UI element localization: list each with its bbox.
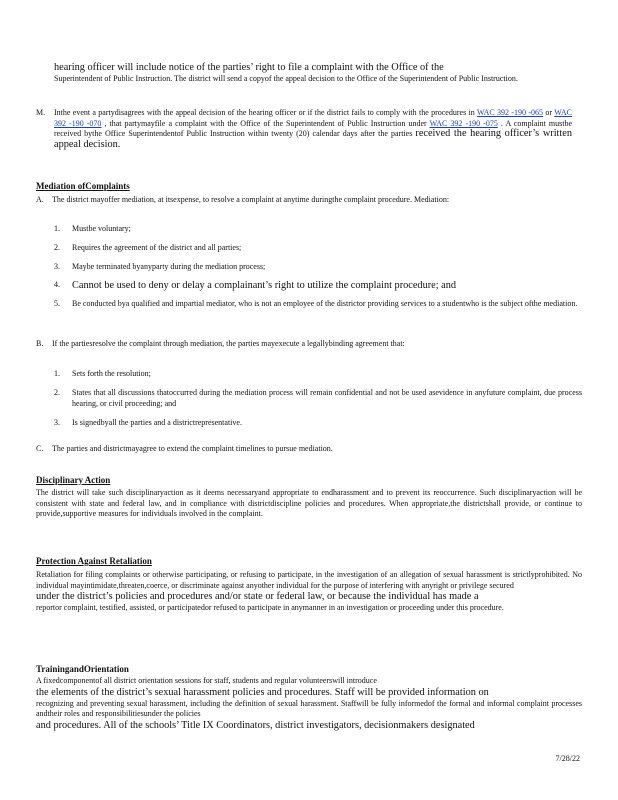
heading-mediation: Mediation ofComplaints [36, 181, 130, 191]
mediation-a-1: 1. Mustbe voluntary; [54, 224, 131, 233]
mediation-a-5: 5. Be conducted bya qualified and impartial mediator, who is not an employee of the districtor providing services to a studentwho is the subject ofthe mediation. [54, 299, 578, 308]
continuation-line-2: Superintendent of Public Instruction. The district will send a copyof the appeal decision to the Office of the Superintendent of Public Instruction. [54, 74, 518, 83]
mediation-a-2: 2. Requires the agreement of the district and all parties; [54, 243, 242, 252]
wac-link-1[interactable]: WAC 392 -190 -065 [476, 108, 544, 117]
heading-training-and-orientation: TrainingandOrientation [36, 664, 129, 674]
mediation-b-1: 1. Sets forth the resolution; [54, 369, 151, 378]
footer-date: 7/28/22 [555, 754, 580, 763]
mediation-b-2: 2. States that all discussions thatoccurred during the mediation process will remain confidential and not be used asevidence in anyfuture complaint, due process hearing, or civil proceeding; and [54, 388, 582, 408]
mediation-b-3: 3. Is signedbyall the parties and a districtrepresentative. [54, 418, 242, 427]
wac-link-3[interactable]: WAC 392 -190 -075 [429, 118, 498, 128]
heading-protection-against-retaliation: Protection Against Retaliation [36, 556, 152, 566]
mediation-a-3: 3. Maybe terminated byanyparty during the mediation process; [54, 262, 266, 271]
wac-link-2[interactable]: WAC 392 -190 -070 [54, 108, 573, 128]
disciplinary-paragraph: The district will take such disciplinaryaction as it deems necessaryand appropriate to endharassment and to prevent its reoccurrence. Such disciplinaryaction will be consistent with state and federal law, and in compliance with districtdiscipline policies and procedures. When appropriate,the districtshall provide, or continue to provide,supportive measures for individuals involved in the complaint. [36, 488, 582, 519]
training-paragraph: A fixedcomponentof all district orientation sessions for staff, students and regular volunteerswill introduce the elements of the district’s sexual harassment policies and procedures. Staff will be provided information on recognizing and preventing sexual harassment, including the definition of sexual harassment. Staffwill be fully informedof the formal and informal complaint processes andtheir roles and responsibilitiesunder the policies and procedures. All of the schools’ Title IX Coordinators, district investigators, decisionmakers designated [36, 676, 582, 731]
item-m-body: Inthe event a partydisagrees with the appeal decision of the hearing officer or if the district fails to comply with the procedures in WAC 392 -190 -065 or WAC 392 -190 -070 , that partymayfile a complaint with the Office of the Superintendent of Public Instruction under WAC 392 -190 -075 . A complaint mustbe received bythe Office Superintendentof Public Instruction within twenty (20) calendar days after the parties received the hearing officer’s written appeal decision. [54, 108, 573, 150]
retaliation-paragraph: Retaliation for filing complaints or otherwise participating, or refusing to participate, in the investigation of an allegation of sexual harassment is strictlyprohibited. No individual mayintimidate,threaten,coerce, or discriminate against anyother individual for the purpose of interfering with anyright or privilege secured under the district’s policies and procedures and/or state or federal law, or because the individual has made a reportor complaint, testified, assisted, or participatedor refused to participate in anymanner in an investigation or proceeding under this procedure. [36, 570, 582, 613]
continuation-line-1: hearing officer will include notice of the parties’ right to file a complaint with the Office of the [54, 62, 444, 73]
heading-disciplinary-action: Disciplinary Action [36, 475, 111, 485]
mediation-item-a: A. The district mayoffer mediation, at itsexpense, to resolve a complaint at anytime duringthe complaint procedure. Mediation: [36, 195, 450, 204]
item-m [36, 108, 572, 150]
continuation-paragraph [54, 62, 572, 85]
mediation-item-c: C. The parties and districtmayagree to extend the complaint timelines to pursue mediation. [36, 444, 333, 453]
mediation-a-4: 4. Cannot be used to deny or delay a complainant’s right to utilize the complaint procedure; and [54, 280, 457, 291]
item-m-marker: M. [36, 108, 46, 117]
mediation-item-b: B. If the partiesresolve the complaint through mediation, the parties mayexecute a legallybinding agreement that: [36, 339, 405, 348]
